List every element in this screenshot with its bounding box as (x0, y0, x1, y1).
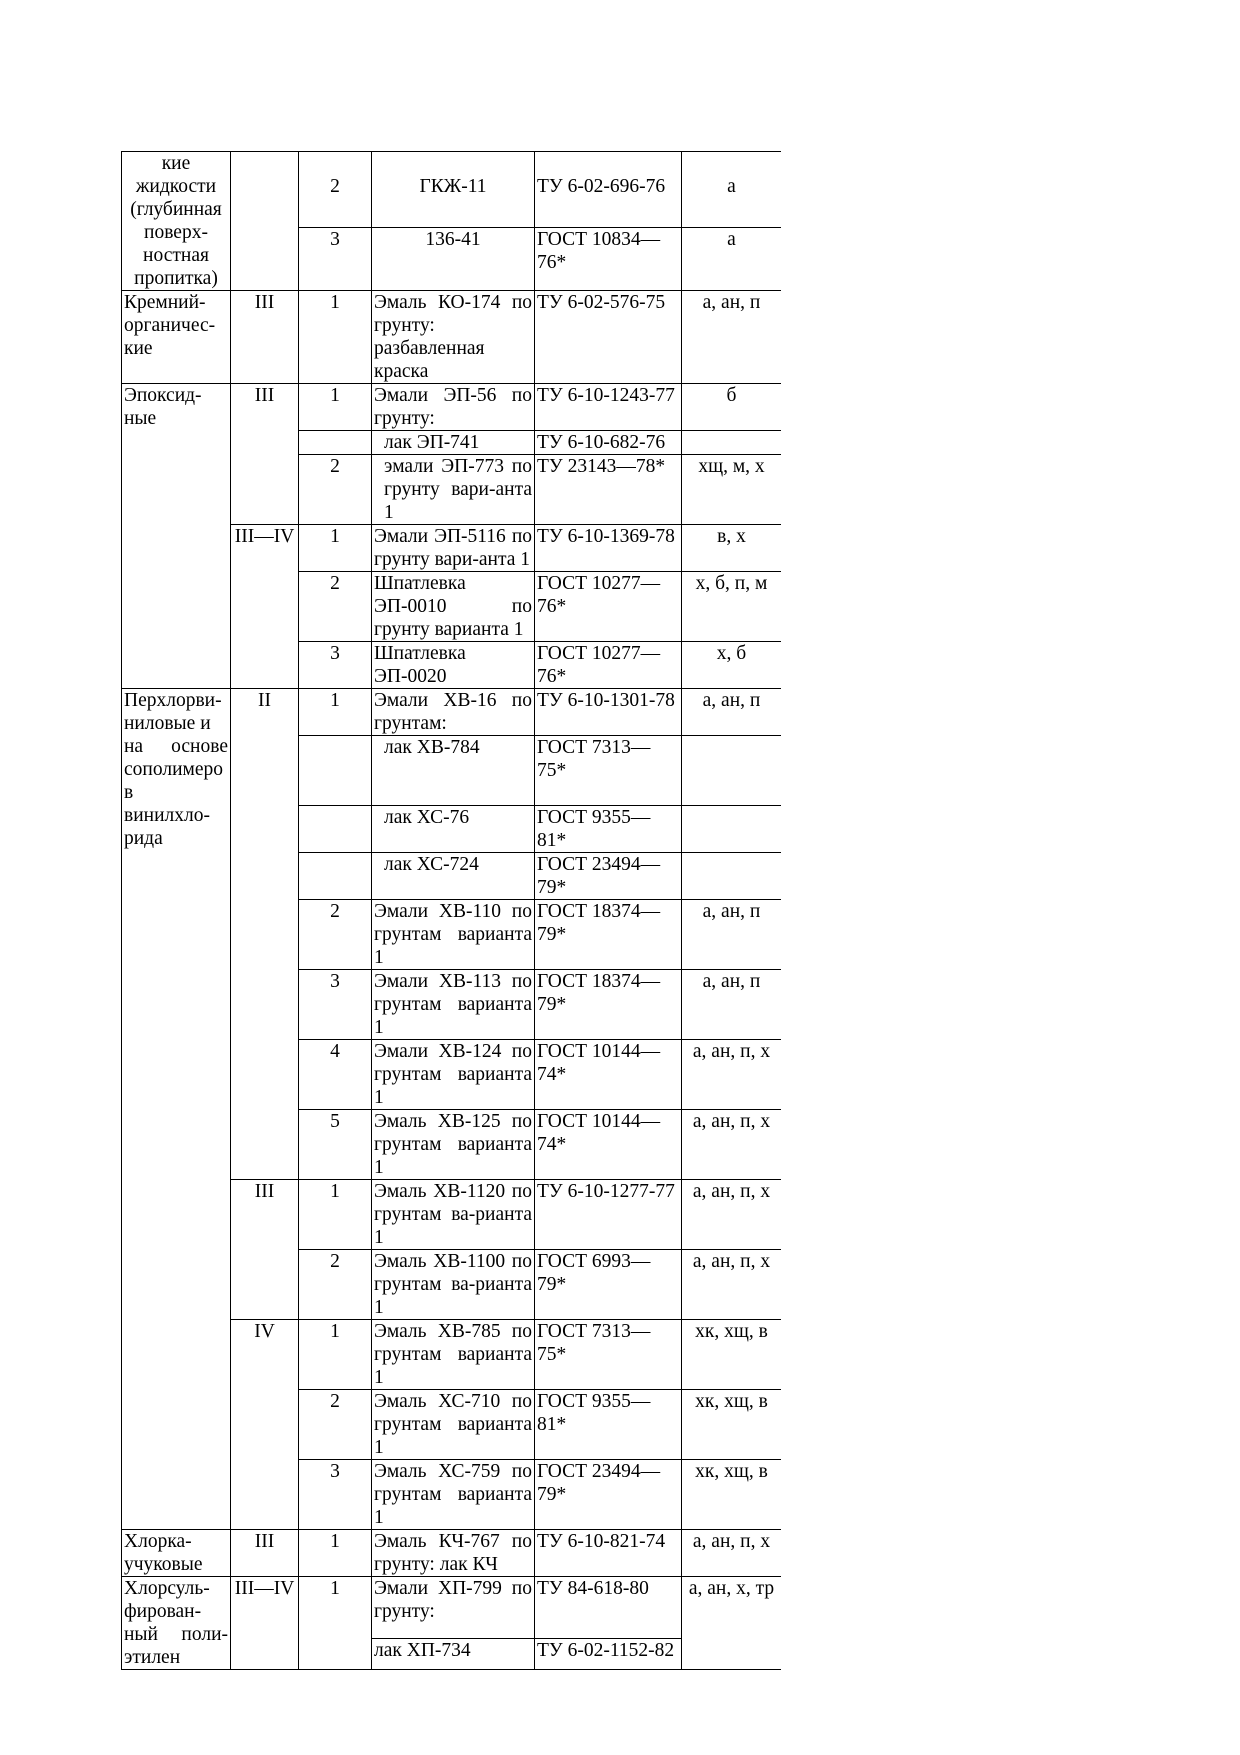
material-cell: Эмаль ХВ-1100 по грунтам ва-рианта 1 (372, 1250, 535, 1320)
material-cell: Эмали ХВ-110 по грунтам варианта 1 (372, 900, 535, 970)
num-cell: 1 (299, 1530, 372, 1577)
material-cell: Эмали ЭП-56 по грунту: (372, 384, 535, 431)
coating-type-cell: Хлорка- учуковые (122, 1530, 231, 1577)
num-cell: 4 (299, 1040, 372, 1110)
condition-cell: х, б (682, 642, 782, 689)
norm-cell: ТУ 6-10-1243-77 (535, 384, 682, 431)
norm-cell: ГОСТ 9355—81* (535, 806, 682, 853)
class-cell: III (231, 1180, 299, 1320)
coatings-table (121, 151, 781, 1670)
norm-cell: ТУ 6-10-821-74 (535, 1530, 682, 1577)
norm-cell: ГОСТ 18374—79* (535, 970, 682, 1040)
norm-cell: ТУ 23143—78* (535, 455, 682, 525)
condition-cell (682, 853, 782, 900)
material-cell: Шпатлевка ЭП-0010 по грунту варианта 1 (372, 572, 535, 642)
norm-cell: ГОСТ 7313—75* (535, 1320, 682, 1390)
material-cell: Эмали ХП-799 по грунту: (372, 1577, 535, 1639)
num-cell: 1 (299, 525, 372, 572)
norm-cell: ТУ 84-618-80 (535, 1577, 682, 1639)
class-cell (231, 152, 299, 291)
class-cell: III—IV (231, 525, 299, 689)
table-row (122, 152, 782, 228)
material-cell: эмали ЭП-773 по грунту вари-анта 1 (372, 455, 535, 525)
condition-cell: а, ан, п, х (682, 1530, 782, 1577)
num-cell: 2 (299, 152, 372, 228)
material-cell: Эмаль ХВ-125 по грунтам варианта 1 (372, 1110, 535, 1180)
material-cell: Шпатлевка ЭП-0020 (372, 642, 535, 689)
material-cell: Эмаль ХВ-785 по грунтам варианта 1 (372, 1320, 535, 1390)
condition-cell: хк, хщ, в (682, 1390, 782, 1460)
num-cell (299, 431, 372, 455)
material-cell: Эмали ЭП-5116 по грунту вари-анта 1 (372, 525, 535, 572)
num-cell: 3 (299, 970, 372, 1040)
material-cell: лак ХВ-784 (372, 736, 535, 806)
class-cell: IV (231, 1320, 299, 1530)
condition-cell: а, ан, х, тр (682, 1577, 782, 1670)
norm-cell: ГОСТ 7313—75* (535, 736, 682, 806)
material-cell: Эмаль ХС-710 по грунтам варианта 1 (372, 1390, 535, 1460)
norm-cell: ГОСТ 10277—76* (535, 642, 682, 689)
condition-cell: б (682, 384, 782, 431)
condition-cell: х, б, п, м (682, 572, 782, 642)
norm-cell: ТУ 6-02-576-75 (535, 291, 682, 384)
norm-cell: ТУ 6-02-1152-82 (535, 1638, 682, 1669)
norm-cell: ТУ 6-10-1301-78 (535, 689, 682, 736)
norm-cell: ТУ 6-10-1369-78 (535, 525, 682, 572)
class-cell: III (231, 1530, 299, 1577)
num-cell (299, 736, 372, 806)
material-cell: Эмаль КЧ-767 по грунту: лак КЧ (372, 1530, 535, 1577)
norm-cell: ТУ 6-10-682-76 (535, 431, 682, 455)
condition-cell: а, ан, п, х (682, 1180, 782, 1250)
num-cell: 1 (299, 1577, 372, 1670)
num-cell: 1 (299, 291, 372, 384)
condition-cell: а, ан, п, х (682, 1110, 782, 1180)
table-row (122, 384, 782, 431)
num-cell: 3 (299, 642, 372, 689)
condition-cell: а (682, 152, 782, 228)
condition-cell (682, 736, 782, 806)
class-cell: II (231, 689, 299, 1180)
material-cell: лак ХП-734 (372, 1638, 535, 1669)
num-cell (299, 806, 372, 853)
condition-cell: а, ан, п (682, 689, 782, 736)
material-cell: лак ЭП-741 (372, 431, 535, 455)
material-cell: ГКЖ-11 (372, 152, 535, 228)
norm-cell: ТУ 6-02-696-76 (535, 152, 682, 228)
num-cell: 2 (299, 1250, 372, 1320)
norm-cell: ГОСТ 23494—79* (535, 853, 682, 900)
norm-cell: ГОСТ 10834—76* (535, 228, 682, 291)
num-cell: 2 (299, 572, 372, 642)
condition-cell: а, ан, п (682, 900, 782, 970)
material-cell: Эмаль КО-174 по грунту: разбавленная краска (372, 291, 535, 384)
coating-type-cell: Кремний- органичес- кие (122, 291, 231, 384)
coating-type-cell: Эпоксид- ные (122, 384, 231, 689)
material-cell: Эмали ХВ-124 по грунтам варианта 1 (372, 1040, 535, 1110)
condition-cell: хщ, м, х (682, 455, 782, 525)
coating-type-cell: Перхлорви- ниловые и на основе сополимеро в винилхло- рида (122, 689, 231, 1530)
num-cell (299, 853, 372, 900)
condition-cell: а, ан, п (682, 970, 782, 1040)
norm-cell: ГОСТ 10277—76* (535, 572, 682, 642)
condition-cell: хк, хщ, в (682, 1460, 782, 1530)
norm-cell: ГОСТ 9355—81* (535, 1390, 682, 1460)
condition-cell: хк, хщ, в (682, 1320, 782, 1390)
material-cell: Эмали ХВ-16 по грунтам: (372, 689, 535, 736)
num-cell: 1 (299, 689, 372, 736)
condition-cell (682, 431, 782, 455)
material-cell: 136-41 (372, 228, 535, 291)
condition-cell: а, ан, п (682, 291, 782, 384)
table-row (122, 689, 782, 736)
material-cell: лак ХС-76 (372, 806, 535, 853)
material-cell: Эмаль ХС-759 по грунтам варианта 1 (372, 1460, 535, 1530)
num-cell: 2 (299, 455, 372, 525)
material-cell: лак ХС-724 (372, 853, 535, 900)
num-cell: 1 (299, 1320, 372, 1390)
condition-cell: а, ан, п, х (682, 1250, 782, 1320)
num-cell: 1 (299, 1180, 372, 1250)
table-row (122, 1530, 782, 1577)
coating-type-cell: кие жидкости (глубинная поверх- ностная пропитка) (122, 152, 231, 291)
table-row (122, 291, 782, 384)
table-row (122, 1577, 782, 1639)
class-cell: III—IV (231, 1577, 299, 1670)
table-wrapper (121, 151, 781, 1684)
num-cell: 3 (299, 228, 372, 291)
num-cell: 5 (299, 1110, 372, 1180)
norm-cell: ГОСТ 23494—79* (535, 1460, 682, 1530)
coating-type-cell: Хлорсуль- фирован- ный поли- этилен (122, 1577, 231, 1670)
norm-cell: ГОСТ 10144—74* (535, 1110, 682, 1180)
norm-cell: ГОСТ 6993—79* (535, 1250, 682, 1320)
num-cell: 3 (299, 1460, 372, 1530)
material-cell: Эмали ХВ-113 по грунтам варианта 1 (372, 970, 535, 1040)
class-cell: III (231, 291, 299, 384)
material-cell: Эмаль ХВ-1120 по грунтам ва-рианта 1 (372, 1180, 535, 1250)
num-cell: 2 (299, 1390, 372, 1460)
condition-cell: а (682, 228, 782, 291)
condition-cell: а, ан, п, х (682, 1040, 782, 1110)
num-cell: 1 (299, 384, 372, 431)
condition-cell: в, х (682, 525, 782, 572)
num-cell: 2 (299, 900, 372, 970)
condition-cell (682, 806, 782, 853)
norm-cell: ГОСТ 18374—79* (535, 900, 682, 970)
norm-cell: ГОСТ 10144—74* (535, 1040, 682, 1110)
class-cell: III (231, 384, 299, 525)
norm-cell: ТУ 6-10-1277-77 (535, 1180, 682, 1250)
